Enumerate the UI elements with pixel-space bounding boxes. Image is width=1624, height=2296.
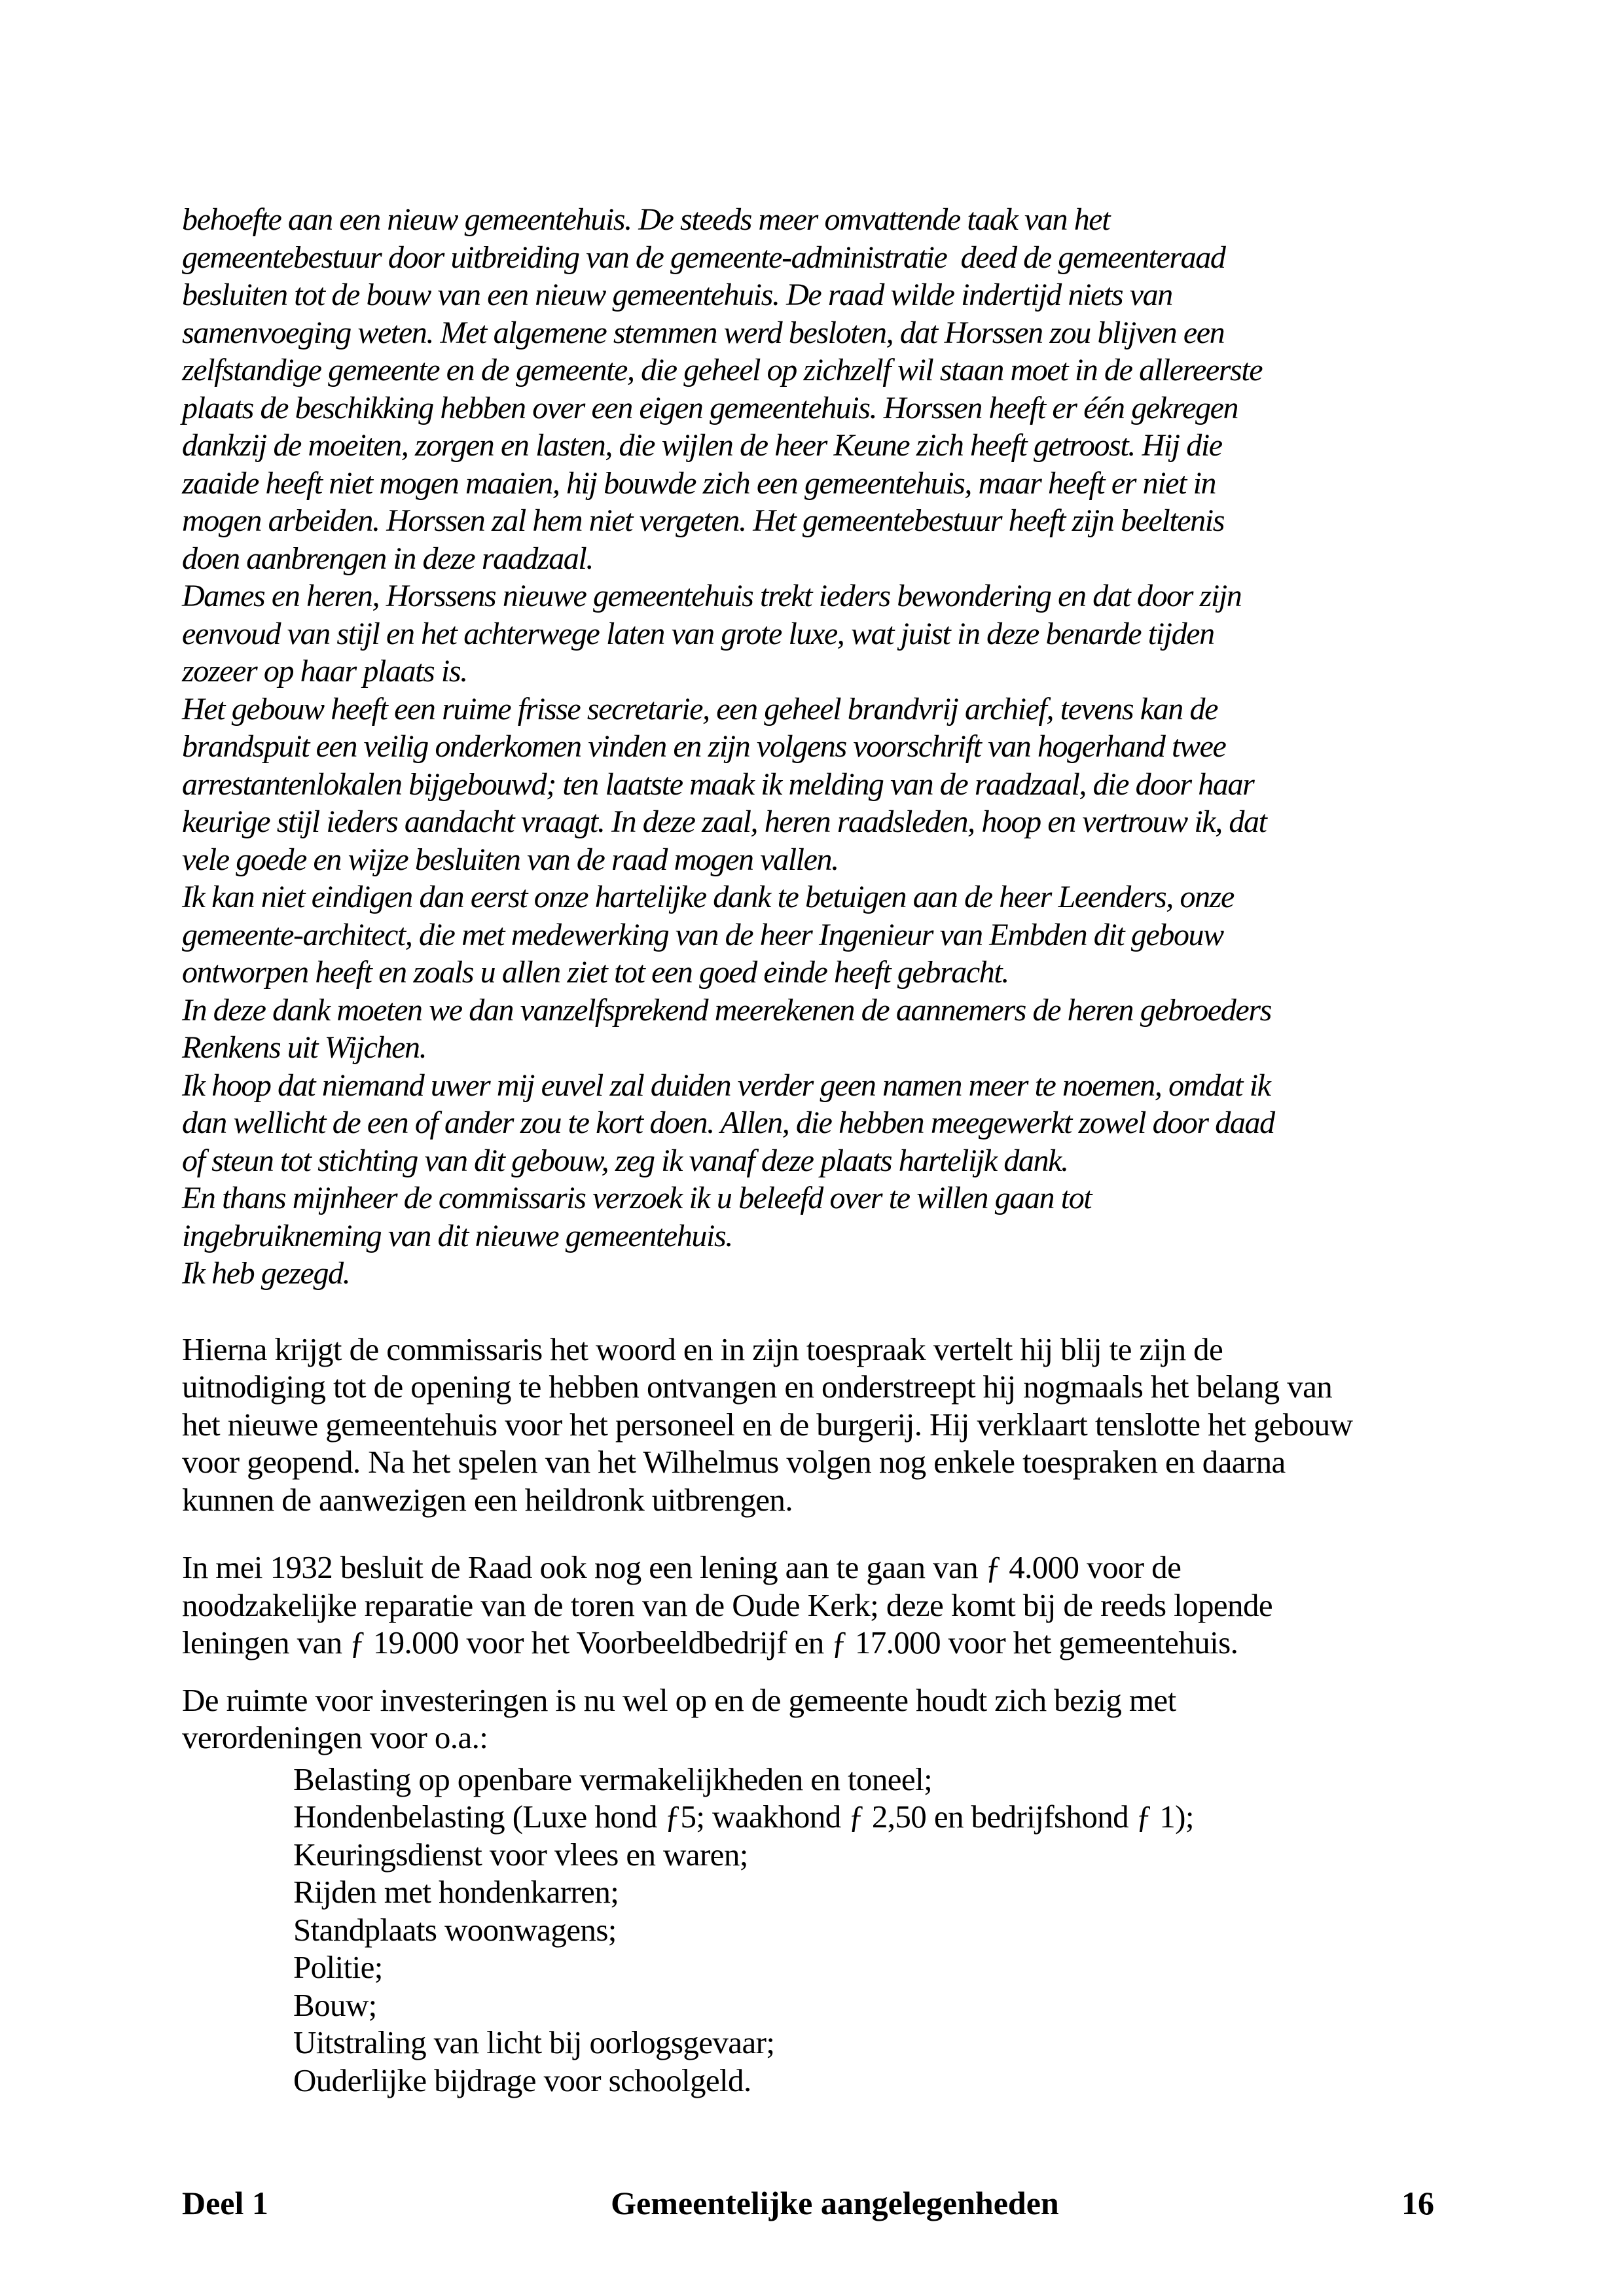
text-line: uitnodiging tot de opening te hebben ontvangen en onderstreept hij nogmaals het belang van — [182, 1369, 1333, 1405]
text-line: keurige stijl ieders aandacht vraagt. In deze zaal, heren raadsleden, hoop en vertrouw ik, dat — [182, 804, 1267, 839]
text-line: Renkens uit Wijchen. — [182, 1030, 427, 1065]
paragraph-commissaris — [182, 1331, 1434, 1519]
text-line: of steun tot stichting van dit gebouw, zeg ik vanaf deze plaats hartelijk dank. — [182, 1143, 1068, 1178]
paragraph-lening-1932 — [182, 1549, 1434, 1662]
text-line: Ik kan niet eindigen dan eerst onze hartelijke dank te betuigen aan de heer Leenders, onze — [182, 880, 1234, 914]
text-line: Hierna krijgt de commissaris het woord en in zijn toespraak vertelt hij blij te zijn de — [182, 1331, 1223, 1367]
text-line: zelfstandige gemeente en de gemeente, die geheel op zichzelf wil staan moet in de allereerste — [182, 353, 1263, 387]
text-line: De ruimte voor investeringen is nu wel op en de gemeente houdt zich bezig met — [182, 1681, 1176, 1718]
text-line: vele goede en wijze besluiten van de raad mogen vallen. — [182, 842, 839, 877]
text-line: Ouderlijke bijdrage voor schoolgeld. — [293, 2062, 751, 2098]
footer-chapter-title: Gemeentelijke aangelegenheden — [611, 2185, 1059, 2221]
text-line: Politie; — [293, 1949, 383, 1985]
text-line: In mei 1932 besluit de Raad ook nog een lening aan te gaan van ƒ 4.000 voor de — [182, 1549, 1182, 1585]
text-line: brandspuit een veilig onderkomen vinden en zijn volgens voorschrift van hogerhand twee — [182, 729, 1226, 764]
text-line: Bouw; — [293, 1986, 377, 2023]
speech-transcript — [182, 201, 1434, 1293]
paragraph-investeringen — [182, 1681, 1434, 1757]
text-line: dankzij de moeiten, zorgen en lasten, die wijlen de heer Keune zich heeft getroost. Hij die — [182, 428, 1222, 463]
text-line: eenvoud van stijl en het achterwege laten van grote luxe, wat juist in deze benarde tijden — [182, 616, 1214, 651]
text-line: Ik hoop dat niemand uwer mij euvel zal duiden verder geen namen meer te noemen, omdat ik — [182, 1067, 1271, 1103]
text-line: En thans mijnheer de commissaris verzoek ik u beleefd over te willen gaan tot — [182, 1181, 1092, 1215]
text-line: Rijden met hondenkarren; — [293, 1874, 619, 1910]
text-line: ingebruikneming van dit nieuwe gemeentehuis. — [182, 1218, 732, 1253]
text-line: verordeningen voor o.a.: — [182, 1719, 488, 1755]
text-line: leningen van ƒ 19.000 voor het Voorbeeldbedrijf en ƒ 17.000 voor het gemeentehuis. — [182, 1624, 1238, 1660]
footer-part-label: Deel 1 — [182, 2185, 268, 2221]
text-line: Het gebouw heeft een ruime frisse secretarie, een geheel brandvrij archief, tevens kan de — [182, 691, 1218, 726]
text-line: doen aanbrengen in deze raadzaal. — [182, 541, 593, 576]
text-line: In deze dank moeten we dan vanzelfsprekend meerekenen de aannemers de heren gebroeders — [182, 992, 1271, 1028]
text-line: plaats de beschikking hebben over een eigen gemeentehuis. Horssen heeft er één gekregen — [182, 390, 1238, 425]
text-line: Hondenbelasting (Luxe hond ƒ5; waakhond ƒ 2,50 en bedrijfshond ƒ 1); — [293, 1799, 1194, 1835]
text-line: gemeente-architect, die met medewerking van de heer Ingenieur van Embden dit gebouw — [182, 917, 1223, 952]
text-line: Ik heb gezegd. — [182, 1256, 350, 1291]
text-line: zozeer op haar plaats is. — [182, 654, 467, 689]
text-line: Dames en heren, Horssens nieuwe gemeentehuis trekt ieders bewondering en dat door zijn — [182, 579, 1242, 613]
text-line: Standplaats woonwagens; — [293, 1911, 617, 1948]
page-body — [182, 201, 1434, 2099]
text-line: gemeentebestuur door uitbreiding van de gemeente-administratie deed de gemeenteraad — [182, 240, 1225, 275]
text-line: arrestantenlokalen bijgebouwd; ten laatste maak ik melding van de raadzaal, die door haar — [182, 766, 1254, 802]
text-line: Belasting op openbare vermakelijkheden en toneel; — [293, 1761, 933, 1797]
text-line: het nieuwe gemeentehuis voor het personeel en de burgerij. Hij verklaart tenslotte het gebouw — [182, 1406, 1353, 1443]
text-line: zaaide heeft niet mogen maaien, hij bouwde zich een gemeentehuis, maar heeft er niet in — [182, 465, 1216, 501]
text-line: samenvoeging weten. Met algemene stemmen werd besloten, dat Horssen zou blijven een — [182, 315, 1225, 350]
text-line: Keuringsdienst voor vlees en waren; — [293, 1836, 748, 1873]
page-footer — [182, 2185, 1434, 2223]
text-line: dan wellicht de een of ander zou te kort doen. Allen, die hebben meegewerkt zowel door daad — [182, 1105, 1274, 1140]
text-line: kunnen de aanwezigen een heildronk uitbrengen. — [182, 1481, 793, 1518]
footer-page-number: 16 — [1401, 2185, 1434, 2221]
text-line: noodzakelijke reparatie van de toren van de Oude Kerk; deze komt bij de reeds lopende — [182, 1587, 1273, 1623]
text-line: mogen arbeiden. Horssen zal hem niet vergeten. Het gemeentebestuur heeft zijn beeltenis — [182, 503, 1224, 538]
text-line: ontworpen heeft en zoals u allen ziet tot een goed einde heeft gebracht. — [182, 955, 1009, 990]
regulations-list — [182, 1761, 1434, 2100]
text-line: Uitstraling van licht bij oorlogsgevaar; — [293, 2024, 775, 2060]
text-line: voor geopend. Na het spelen van het Wilhelmus volgen nog enkele toespraken en daarna — [182, 1444, 1286, 1480]
text-line: besluiten tot de bouw van een nieuw gemeentehuis. De raad wilde indertijd niets van — [182, 278, 1172, 312]
text-line: behoefte aan een nieuw gemeentehuis. De steeds meer omvattende taak van het — [182, 202, 1110, 237]
